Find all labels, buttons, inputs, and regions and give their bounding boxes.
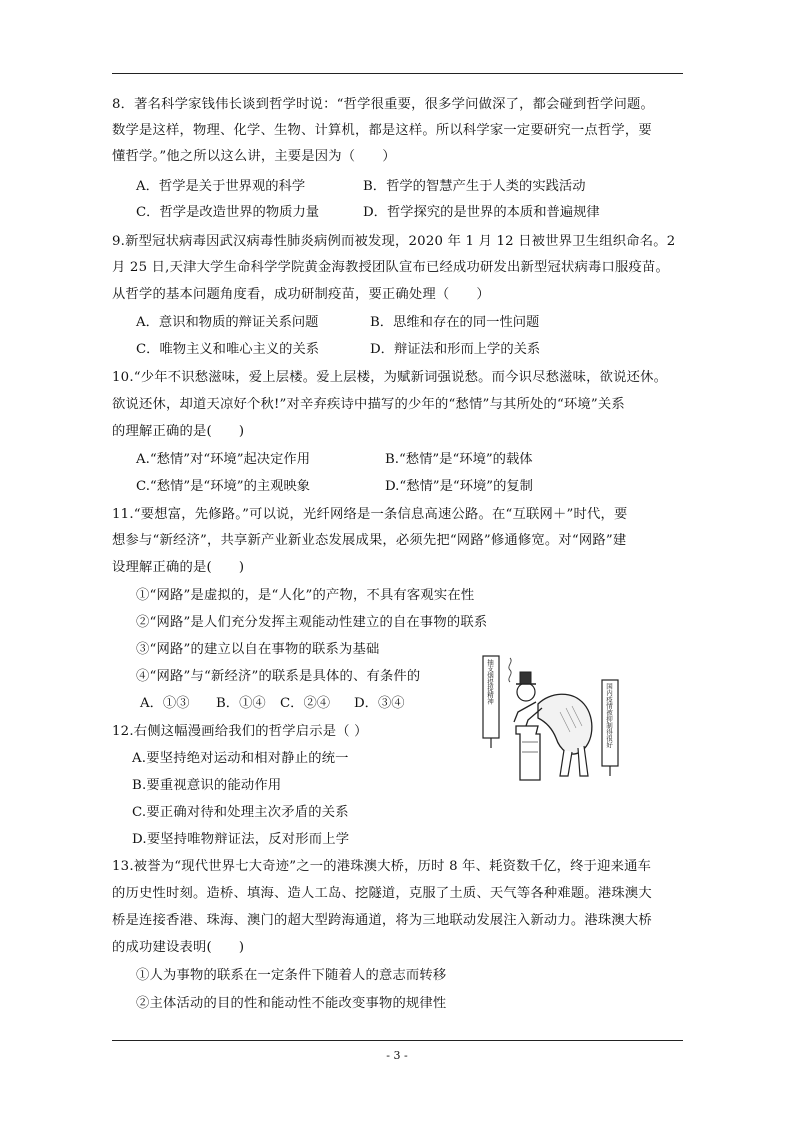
q10-option-b: B.“愁情”是“环境”的载体	[385, 452, 533, 467]
q8-option-d: D．哲学探究的是世界的本质和普遍规律	[363, 205, 600, 220]
q8-option-c: C．哲学是改造世界的物质力量	[136, 205, 320, 220]
q10-option-c: C.“愁情”是“环境”的主观映象	[136, 479, 311, 494]
q11-stem-line-3: 设理解正确的是( )	[112, 560, 245, 575]
pedestal	[516, 726, 540, 780]
q8-stem-line-1: 8．著名科学家钱伟长谈到哲学时说：“哲学很重要，很多学问做深了，都会碰到哲学问题。	[112, 97, 655, 112]
q10-stem-line-3: 的理解正确的是( )	[112, 424, 245, 439]
q10-stem-line-2: 欲说还休，却道天凉好个秋!”对辛弃疾诗中描写的少年的“愁情”与其所处的“环境”关系	[112, 397, 625, 412]
q8-option-a: A．哲学是关于世界观的科学	[136, 179, 306, 194]
figure-head	[517, 683, 535, 701]
q11-option-d: D．③④	[354, 696, 405, 711]
q11-option-a: A．①③	[140, 696, 190, 711]
right-sign-label: 国内疫情被抑制得很好	[605, 683, 613, 748]
q10-stem-line-1: 10.“少年不识愁滋味，爱上层楼。爱上层楼，为赋新词强说愁。而今识尽愁滋味，欲说还休。	[112, 370, 668, 385]
q10-option-d: D.“愁情”是“环境”的复制	[385, 479, 533, 494]
q12-option-c: C.要正确对待和处理主次矛盾的关系	[132, 805, 349, 820]
q11-item-2: ②“网路”是人们充分发挥主观能动性建立的自在事物的联系	[136, 615, 488, 630]
q12-cartoon-image	[480, 652, 630, 784]
figure-body	[538, 694, 592, 754]
q13-stem-line-3: 桥是连接香港、珠海、澳门的超大型跨海通道，将为三地联动发展注入新动力。港珠澳大桥	[112, 913, 652, 928]
q11-item-3: ③“网路”的建立以自在事物的联系为基础	[136, 642, 380, 657]
q11-stem-line-2: 想参与“新经济”，共享新产业新业态发展成果，必须先把“网路”修通修宽。对“网路”建	[112, 533, 627, 548]
q9-stem-line-3: 从哲学的基本问题角度看，成功研制疫苗，要正确处理（ ）	[112, 287, 490, 302]
footer-rule	[112, 1040, 683, 1041]
q13-stem-line-4: 的成功建设表明( )	[112, 940, 245, 955]
q11-option-b: B．①④	[216, 696, 266, 711]
q12-stem: 12.右侧这幅漫画给我们的哲学启示是（ ）	[112, 724, 368, 739]
q12-option-d: D.要坚持唯物辩证法，反对形而上学	[132, 832, 350, 847]
cartoon-drawing	[480, 652, 630, 784]
q10-option-a: A.“愁情”对“环境”起决定作用	[136, 452, 310, 467]
q8-option-b: B．哲学的智慧产生于人类的实践活动	[363, 179, 586, 194]
q8-stem-line-2: 数学是这样，物理、化学、生物、计算机，都是这样。所以科学家一定要研究一点哲学，要	[112, 123, 652, 138]
q13-stem-line-1: 13.被誉为“现代世界七大奇迹”之一的港珠澳大桥，历时 8 年、耗资数千亿，终于迎来通车	[112, 859, 652, 874]
header-rule	[112, 73, 683, 74]
left-sign-label: 抽支烟提提精神	[486, 659, 494, 705]
q8-stem-line-3: 懂哲学。”他之所以这么讲，主要是因为（ ）	[112, 149, 396, 164]
page-number: - 3 -	[386, 1049, 408, 1062]
q13-item-2: ②主体活动的目的性和能动性不能改变事物的规律性	[136, 996, 447, 1011]
q11-item-1: ①“网路”是虚拟的，是“人化”的产物，不具有客观实在性	[136, 588, 475, 603]
q9-option-d: D．辩证法和形而上学的关系	[370, 342, 541, 357]
q9-option-a: A．意识和物质的辩证关系问题	[136, 315, 319, 330]
q12-option-a: A.要坚持绝对运动和相对静止的统一	[132, 751, 349, 766]
q13-stem-line-2: 的历史性时刻。造桥、填海、造人工岛、挖隧道，克服了土质、天气等各种难题。港珠澳大	[112, 886, 652, 901]
q9-option-c: C．唯物主义和唯心主义的关系	[136, 342, 320, 357]
q11-item-4: ④“网路”与“新经济”的联系是具体的、有条件的	[136, 669, 421, 684]
q13-item-1: ①人为事物的联系在一定条件下随着人的意志而转移	[136, 968, 447, 983]
q11-stem-line-1: 11.“要想富，先修路。”可以说，光纤网络是一条信息高速公路。在“互联网＋”时代，要	[112, 507, 628, 522]
q9-stem-line-1: 9.新型冠状病毒因武汉病毒性肺炎病例而被发现，2020 年 1 月 12 日被世界卫生组织命名。2	[112, 234, 676, 249]
q11-option-c: C．②④	[280, 696, 331, 711]
q9-option-b: B．思维和存在的同一性问题	[370, 315, 540, 330]
q12-option-b: B.要重视意识的能动作用	[132, 778, 282, 793]
q9-stem-line-2: 月 25 日,天津大学生命科学学院黄金海教授团队宣布已经成功研发出新型冠状病毒口服疫苗。	[112, 260, 669, 275]
